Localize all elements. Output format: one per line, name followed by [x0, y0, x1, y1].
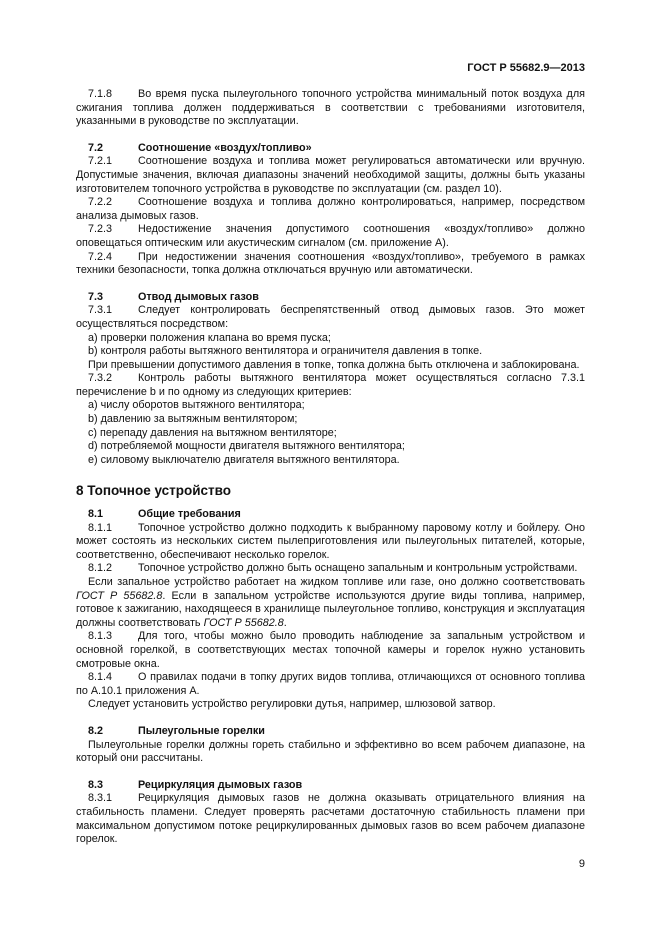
list-item: b) контроля работы вытяжного вентилятора и ограничителя давления в топке. [88, 345, 483, 358]
paragraph-text: . Если в запальном устройстве используются другие виды топлива, например, готовое к зажиганию, находящееся в хранилище пылеугольное топливо, конструкция и эксплуатация должны соответствовать [76, 589, 586, 629]
paragraph-7-2-1 [76, 155, 585, 196]
paragraph-7-3-2 [76, 372, 585, 399]
clause-number: 8.1.4 [88, 671, 113, 684]
section-title: Соотношение «воздух/топливо» [138, 141, 312, 154]
paragraph-text: Контроль работы вытяжного вентилятора может осуществляться согласно 7.3.1 перечисление b и по одному из следующих критериев: [76, 372, 585, 398]
section-heading-8-2 [76, 725, 585, 739]
paragraph-7-3-1-tail: При превышении допустимого давления в топке, топка должна быть отключена и заблокирована. [88, 358, 580, 371]
section-heading-8-1 [76, 508, 585, 522]
paragraph-8-1-2 [76, 562, 585, 576]
clause-number: 7.3.1 [88, 304, 113, 317]
list-item: с) перепаду давления на вытяжном вентиляторе; [88, 426, 337, 439]
section-heading-7-2 [76, 142, 585, 156]
list-item: а) проверки положения клапана во время пуска; [88, 331, 331, 344]
paragraph-text: Для того, чтобы можно было проводить наблюдение за запальным устройством и основной горелкой, в соответствующих местах топочной камеры и горелок нужно установить смотровые окна. [76, 630, 585, 670]
section-title: Отвод дымовых газов [138, 290, 259, 303]
clause-number: 7.1.8 [88, 88, 113, 100]
paragraph-7-1-8 [76, 88, 585, 129]
clause-number: 7.2.1 [88, 155, 113, 168]
clause-number: 7.2.2 [88, 196, 113, 209]
section-title: Рециркуляция дымовых газов [138, 778, 303, 791]
list-item: b) давлению за вытяжным вентилятором; [88, 413, 298, 426]
section-number: 7.2 [88, 141, 104, 154]
paragraph-text: Недостижение значения допустимого соотношения «воздух/топливо» должно оповещаться оптическим или акустическим сигналом (см. приложение А). [76, 223, 585, 249]
paragraph-7-2-3 [76, 223, 585, 250]
paragraph-text: Рециркуляция дымовых газов не должна оказывать отрицательного влияния на стабильность пламени. Следует проверять расчетами достаточную стабильность пламени при максимальном допустимом потоке рециркулированных дымовых газов во всем рабочем диапазоне горелок. [76, 792, 585, 846]
paragraph-8-1-3 [76, 630, 585, 671]
list-item: d) потребляемой мощности двигателя вытяжного вентилятора; [88, 440, 405, 453]
paragraph-8-2: Пылеугольные горелки должны гореть стабильно и эффективно во всем рабочем диапазоне, на который они рассчитаны. [76, 738, 585, 765]
paragraph-text: Во время пуска пылеугольного топочного устройства минимальный поток воздуха для сжигания топлива должен поддерживаться в соответствии с требованиями изготовителя, указанными в руководстве по эксплуатации. [76, 88, 585, 128]
clause-number: 7.2.3 [88, 223, 113, 236]
page-number: 9 [578, 858, 585, 870]
clause-number: 7.3.2 [88, 372, 113, 385]
clause-number: 8.1.3 [88, 630, 113, 643]
clause-number: 8.1.1 [88, 521, 113, 534]
section-heading-7-3 [76, 291, 585, 305]
clause-number: 8.3.1 [88, 792, 113, 805]
list-item: а) числу оборотов вытяжного вентилятора; [88, 399, 305, 412]
paragraph-text: . [283, 616, 287, 629]
section-number: 7.3 [88, 290, 104, 303]
standard-header: ГОСТ Р 55682.9—2013 [467, 62, 585, 74]
section-title: Общие требования [138, 508, 241, 521]
paragraph-7-2-2 [76, 196, 585, 223]
paragraph-7-3-1 [76, 304, 585, 331]
paragraph-8-3-1 [76, 792, 585, 846]
paragraph-text: Если запальное устройство работает на жидком топливе или газе, оно должно соответствовать [88, 576, 585, 588]
paragraph-text: О правилах подачи в топку других видов топлива, отличающихся от основного топлива по А.10.1 приложения А. [76, 671, 585, 697]
paragraph-text: Соотношение воздуха и топлива должно контролироваться, например, посредством анализа дымовых газов. [76, 196, 585, 222]
paragraph-8-1-4 [76, 671, 585, 698]
section-number: 8.1 [88, 508, 104, 521]
paragraph-text: При недостижении значения соотношения «воздух/топливо», требуемого в рамках техники безопасности, топка должна отключаться вручную или автоматически. [76, 250, 585, 277]
section-number: 8.3 [88, 778, 104, 791]
paragraph-8-1-1 [76, 522, 585, 563]
page-content [76, 88, 585, 847]
section-title: Пылеугольные горелки [138, 724, 265, 737]
paragraph-8-1-2-continued [76, 576, 585, 630]
paragraph-text: Следует контролировать беспрепятственный отвод дымовых газов. Это может осуществляться посредством: [76, 304, 585, 330]
clause-number: 8.1.2 [88, 562, 113, 575]
paragraph-text: Соотношение воздуха и топлива может регулироваться автоматически или вручную. Допустимые значения, включая диапазоны значений необходимой защиты, должны быть указаны изготовителем топочного устройства в руководстве по эксплуатации (см. раздел 10). [76, 155, 585, 195]
section-number: 8.2 [88, 724, 104, 737]
clause-number: 7.2.4 [88, 250, 113, 263]
paragraph-8-1-4-continued: Следует установить устройство регулировки дутья, например, шлюзовой затвор. [88, 698, 496, 711]
paragraph-7-2-4 [76, 251, 585, 278]
list-item: е) силовому выключателю двигателя вытяжного вентилятора. [88, 453, 400, 466]
standard-reference: ГОСТ Р 55682.8 [76, 589, 163, 602]
chapter-heading-8: 8 Топочное устройство [76, 483, 232, 499]
section-heading-8-3 [76, 779, 585, 793]
paragraph-text: Топочное устройство должно быть оснащено запальным и контрольным устройствами. [138, 562, 578, 575]
standard-reference: ГОСТ Р 55682.8 [203, 616, 284, 629]
paragraph-text: Топочное устройство должно подходить к выбранному паровому котлу и бойлеру. Оно может состоять из нескольких систем пылеприготовления или пылеугольных питателей, которые, соответственно, обеспечивают несколько горелок. [76, 521, 585, 561]
